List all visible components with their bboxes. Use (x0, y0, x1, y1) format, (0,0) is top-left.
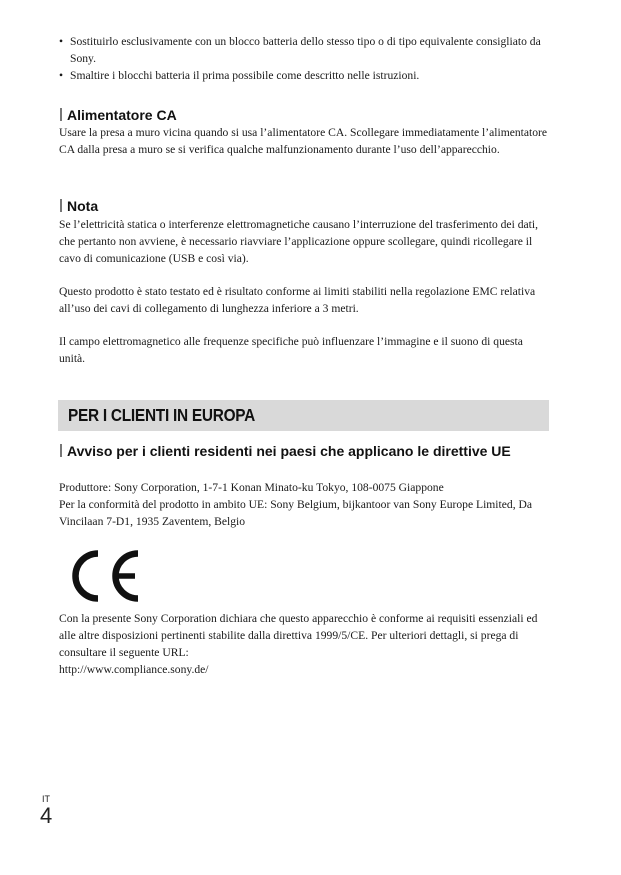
manufacturer-line: Produttore: Sony Corporation, 1-7-1 Konan Minato-ku Tokyo, 108-0075 Giappone (59, 481, 444, 494)
avviso-section (59, 479, 551, 530)
battery-bullet-list (59, 33, 559, 84)
heading-avviso: Avviso per i clienti residenti nei paesi che applicano le direttive UE (60, 442, 550, 460)
page-language-label: IT (42, 794, 50, 804)
compliance-url[interactable]: http://www.compliance.sony.de/ (59, 663, 209, 676)
ce-mark-icon (64, 547, 142, 605)
heading-bar (60, 199, 62, 212)
heading-bar (60, 108, 62, 121)
declaration-text: Con la presente Sony Corporation dichiara che questo apparecchio è conforme ai requisiti essenziali ed alle altre disposizioni pertinenti stabilite dalla direttiva 1999/5/CE. Per ulteriori dettagli, si prega di consultare il seguente URL: (59, 612, 538, 659)
section-band-europa: PER I CLIENTI IN EUROPA (58, 400, 549, 431)
bullet-item: • Smaltire i blocchi batteria il prima possibile come descritto nelle istruzioni. (59, 69, 420, 82)
nota-paragraph-1: Se l’elettricità statica o interferenze elettromagnetiche causano l’interruzione del trasferimento dei dati, che pertanto non avviene, è necessario riavviare l’applicazione oppure scollegare, quindi ricollegare il cavo di comunicazione (USB e così via). (59, 218, 538, 265)
nota-paragraph-2: Questo prodotto è stato testato ed è risultato conforme ai limiti stabiliti nella regolazione EMC relativa all’uso dei cavi di collegamento di lunghezza inferiore a 3 metri. (59, 285, 536, 315)
alimentatore-text: Usare la presa a muro vicina quando si usa l’alimentatore CA. Scollegare immediatamente l’alimentatore CA dalla presa a muro se si verifica qualche malfunzionamento durante l’uso dell’apparecchio. (59, 126, 548, 156)
svg-text:CE: CE (64, 547, 66, 548)
page-number: 4 (40, 803, 53, 828)
heading-bar (60, 444, 62, 457)
alimentatore-section (59, 124, 551, 158)
bullet-item: • Sostituirlo esclusivamente con un blocco batteria dello stesso tipo o di tipo equivalente consigliato da Sony. (59, 35, 541, 65)
nota-paragraph-3: Il campo elettromagnetico alle frequenze specifiche può influenzare l’immagine e il suono di questa unità. (59, 335, 523, 365)
eu-representative-line: Per la conformità del prodotto in ambito UE: Sony Belgium, bijkantoor van Sony Europe Limited, Da Vincilaan 7-D1, 1935 Zaventem, Belgio (59, 498, 533, 528)
declaration-section (59, 610, 551, 678)
heading-alimentatore: Alimentatore CA (60, 106, 177, 124)
heading-nota: Nota (60, 197, 98, 215)
